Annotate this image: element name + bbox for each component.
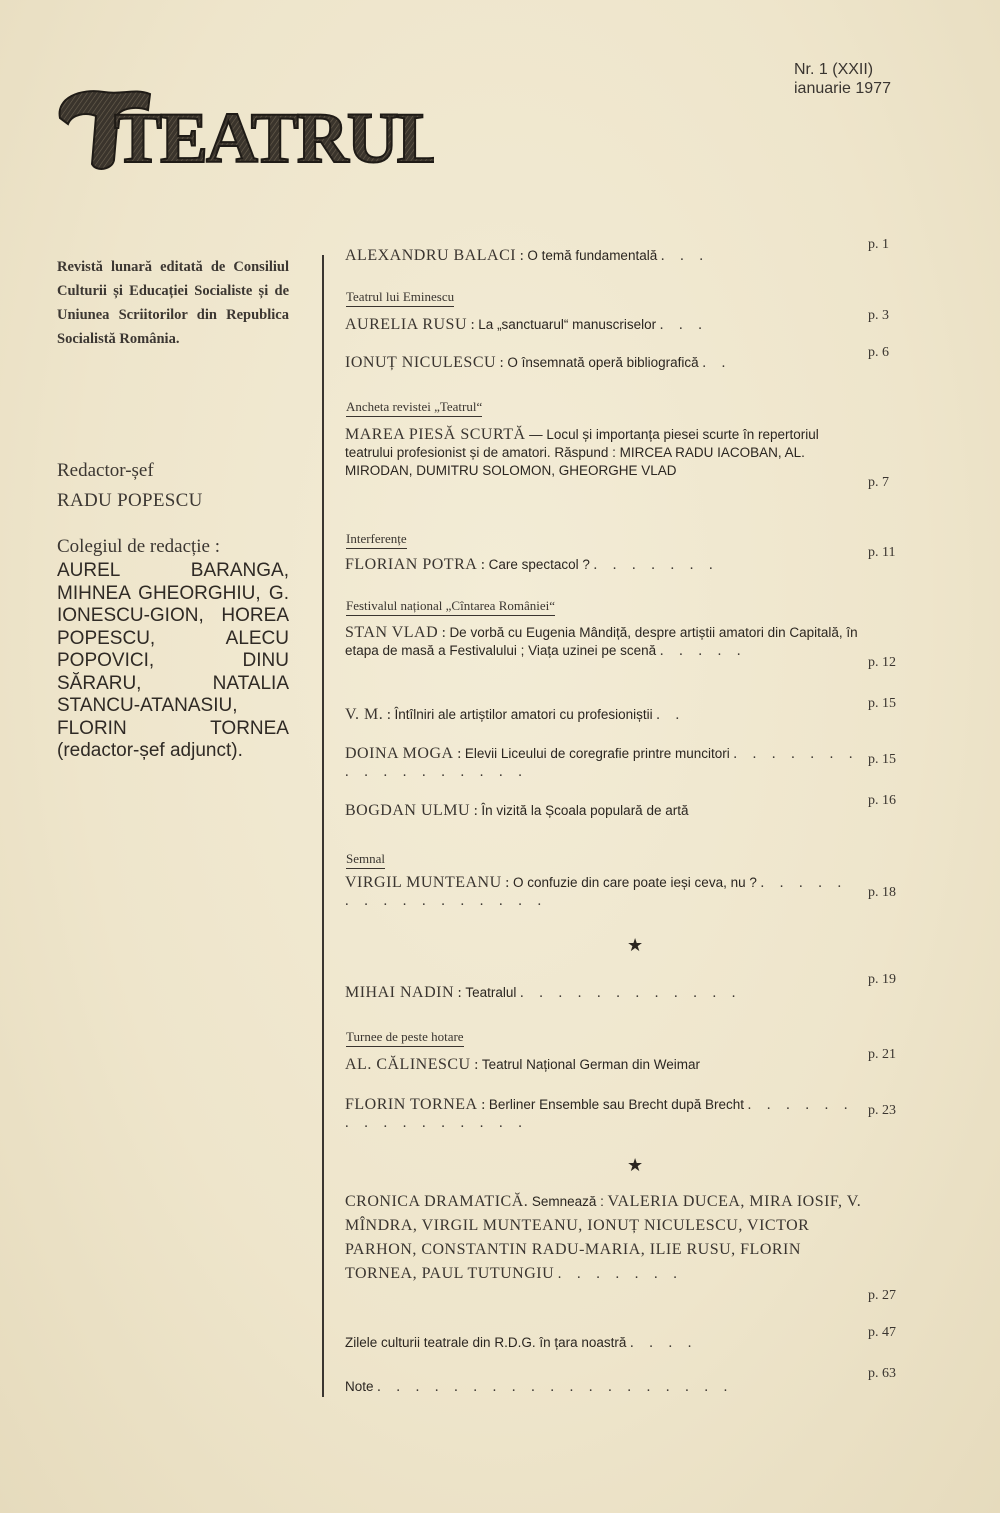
toc-title: Care spectacol ? (488, 557, 590, 572)
section-heading: Interferențe (346, 531, 407, 549)
toc-leader: . . . . . . . . . . . . . . . . . (345, 746, 859, 780)
toc-title: Zilele culturii teatrale din R.D.G. în țara noastră (345, 1335, 627, 1350)
toc-page: p. 47 (868, 1325, 896, 1340)
toc-entry: VIRGIL MUNTEANU : O confuzie din care poate ieși ceva, nu ? . . . . . . . . . . . . . . . . (345, 874, 848, 909)
toc-page: p. 19 (868, 972, 896, 987)
toc-author: CRONICA DRAMATICĂ. (345, 1193, 529, 1210)
toc-entry: ALEXANDRU BALACI : O temă fundamentală . . . (345, 247, 709, 264)
issue-info (794, 60, 891, 98)
toc-leader: . . . (660, 248, 709, 264)
toc-entry: DOINA MOGA : Elevii Liceului de coregrafie printre muncitori . . . . . . . . . . . . . . . . . (345, 745, 859, 780)
toc-author: ALEXANDRU BALACI (345, 247, 517, 264)
toc-author: AL. CĂLINESCU (345, 1056, 471, 1073)
toc-page: p. 1 (868, 237, 889, 252)
toc-entry (345, 426, 865, 480)
toc-page: p. 11 (868, 545, 896, 560)
toc-leader: . . (656, 707, 686, 723)
publisher-description: Revistă lunară editată de Consiliul Culturii și Educației Socialiste și de Uniunea Scriitorilor din Republica Socialistă România. (57, 259, 289, 347)
toc-author: AURELIA RUSU (345, 316, 468, 333)
toc-leader: . . (702, 355, 732, 371)
toc-entry (345, 1190, 865, 1286)
toc-title: Întîlniri ale artiștilor amatori cu profesioniștii (394, 707, 653, 722)
toc-leader: . . . (659, 317, 708, 333)
section-heading: Teatrul lui Eminescu (346, 289, 454, 307)
toc-title: Teatralul (465, 985, 517, 1000)
toc-title: Berliner Ensemble sau Brecht după Brecht (488, 1097, 745, 1112)
toc-title: La „sanctuarul“ manuscriselor (478, 317, 657, 332)
toc-author: FLORIN TORNEA (345, 1096, 478, 1113)
issue-number: Nr. 1 (XXII) (794, 61, 874, 78)
toc-title: De vorbă cu Eugenia Mândiță, despre artiștii amatori din Capitală, în etapa de masă a Festivalului ; Viața uzinei pe scenă (345, 625, 858, 658)
toc-author: MIHAI NADIN (345, 984, 455, 1001)
section-heading: Turnee de peste hotare (346, 1029, 464, 1047)
toc-entry: FLORIAN POTRA : Care spectacol ? . . . . . . . (345, 556, 719, 573)
toc-entry: AL. CĂLINESCU : Teatrul Național German din Weimar (345, 1056, 700, 1073)
toc-page: p. 63 (868, 1366, 896, 1381)
editor-name: RADU POPESCU (57, 490, 203, 511)
masthead-logo (52, 80, 434, 176)
toc-page: p. 15 (868, 696, 896, 711)
logo-lettering: TEATRUL (114, 98, 434, 176)
toc-page: p. 18 (868, 885, 896, 900)
star-separator: ★ (627, 1155, 644, 1175)
toc-leader: . . . . . . . . . . . . . . . . (345, 1097, 854, 1131)
toc-entry: STAN VLAD : De vorbă cu Eugenia Mândiță, despre artiștii amatori din Capitală, în etapa de masă a Festivalului ; Viața uzinei pe scenă . . . . . (345, 624, 858, 659)
section-heading: Semnal (346, 851, 385, 869)
toc-page: p. 3 (868, 308, 889, 323)
toc-leader: . . . . . . . . . . . . . . . . . . . (377, 1379, 734, 1395)
section-heading: Festivalul național „Cîntarea României“ (346, 598, 555, 616)
toc-title: Note (345, 1379, 374, 1394)
board-label: Colegiul de redacție : (57, 536, 221, 557)
toc-author: MAREA PIESĂ SCURTĂ (345, 426, 526, 443)
toc-entry (345, 1378, 925, 1396)
toc-title: O confuzie din care poate ieși ceva, nu ? (512, 875, 757, 890)
toc-entry: V. M. : Întîlniri ale artiștilor amatori cu profesioniștii . . (345, 706, 686, 723)
toc-leader: . . . . . . . (593, 557, 719, 573)
toc-leader: . . . . . . . (557, 1266, 683, 1282)
toc-names: VALERIA DUCEA, MIRA IOSIF, V. MÎNDRA, VIRGIL MUNTEANU, IONUȚ NICULESCU, VICTOR PARHON, CONSTANTIN RADU-MARIA, ILIE RUSU, FLORIN TORNEA, PAUL TUTUNGIU (345, 1193, 862, 1282)
toc-title: Elevii Liceului de coregrafie printre muncitori (464, 746, 730, 761)
column-divider (322, 255, 324, 1397)
toc-page: p. 15 (868, 752, 896, 767)
toc-page: p. 21 (868, 1047, 896, 1062)
toc-entry: BOGDAN ULMU : În vizită la Școala populară de artă (345, 802, 689, 819)
toc-page: p. 7 (868, 475, 889, 490)
toc-leader: . . . . . (659, 643, 747, 659)
toc-author: FLORIAN POTRA (345, 556, 478, 573)
toc-page: p. 12 (868, 655, 896, 670)
star-separator: ★ (627, 935, 644, 955)
toc-entry (345, 1334, 925, 1352)
toc-title: O însemnată operă bibliografică (507, 355, 699, 370)
toc-page: p. 6 (868, 345, 889, 360)
issue-date: ianuarie 1977 (794, 80, 891, 97)
toc-title: O temă fundamentală (527, 248, 658, 263)
toc-title: — Locul și importanța piesei scurte în repertoriul teatrului profesionist și de amatori. Răspund : MIRCEA RADU IACOBAN, AL. MIRODAN, DUMITRU SOLOMON, GHEORGHE VLAD (345, 427, 819, 478)
toc-title: Semnează : (531, 1194, 604, 1209)
toc-author: BOGDAN ULMU (345, 802, 471, 819)
toc-entry: MIHAI NADIN : Teatralul . . . . . . . . . . . . (345, 984, 742, 1001)
toc-author: V. M. (345, 706, 384, 723)
toc-page: p. 16 (868, 793, 896, 808)
toc-author: IONUȚ NICULESCU (345, 354, 497, 371)
toc-title: Teatrul Național German din Weimar (481, 1057, 700, 1072)
toc-leader: . . . . . . . . . . . . (519, 985, 742, 1001)
toc-page: p. 27 (868, 1288, 896, 1303)
toc-entry: AURELIA RUSU : La „sanctuarul“ manuscriselor . . . (345, 316, 708, 333)
toc-entry: FLORIN TORNEA : Berliner Ensemble sau Brecht după Brecht . . . . . . . . . . . . . . . . (345, 1096, 854, 1131)
toc-leader: . . . . (630, 1335, 698, 1351)
toc-author: DOINA MOGA (345, 745, 454, 762)
toc-page: p. 23 (868, 1103, 896, 1118)
board-names: AUREL BARANGA, MIHNEA GHEORGHIU, G. IONESCU-GION, HOREA POPESCU, ALECU POPOVICI, DINU SĂRARU, NATALIA STANCU-ATANASIU, FLORIN TORNEA (redactor-șef adjunct). (57, 560, 289, 761)
toc-author: STAN VLAD (345, 624, 439, 641)
toc-title: În vizită la Școala populară de artă (481, 803, 689, 818)
section-heading: Ancheta revistei „Teatrul“ (346, 399, 482, 417)
toc-author: VIRGIL MUNTEANU (345, 874, 502, 891)
toc-leader: . . . . . . . . . . . . . . . . (345, 875, 848, 909)
toc-entry: IONUȚ NICULESCU : O însemnată operă bibliografică . . (345, 354, 732, 371)
editor-label: Redactor-șef (57, 460, 154, 481)
